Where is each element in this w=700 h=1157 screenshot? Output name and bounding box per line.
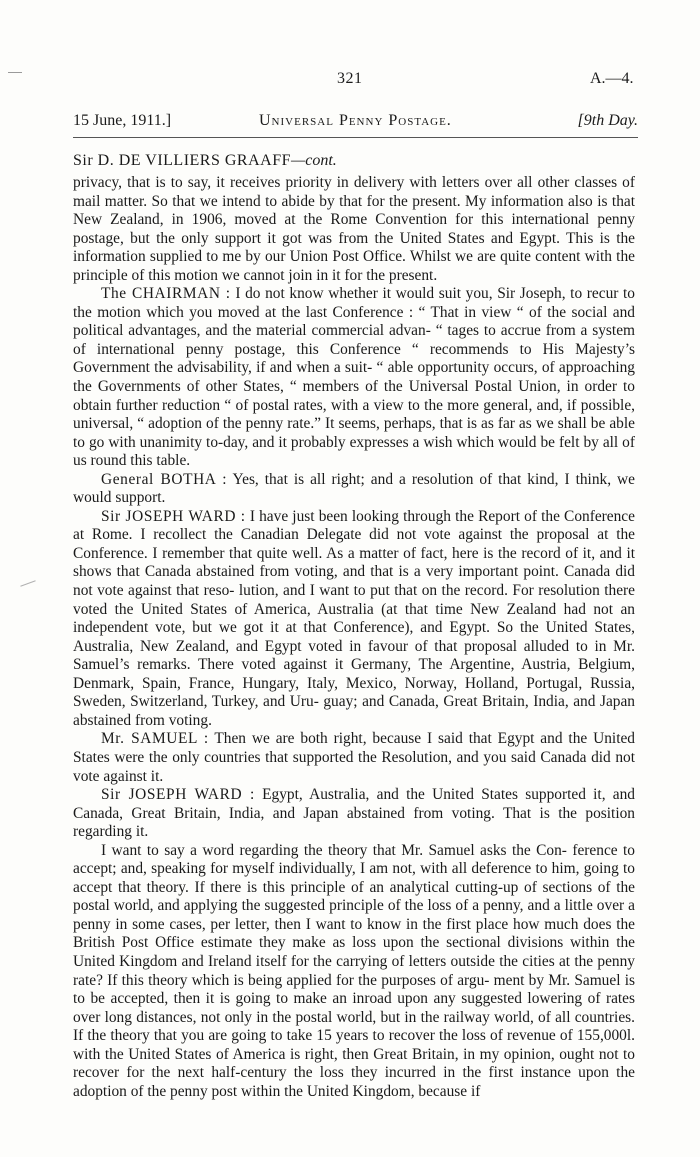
paragraph-speaker: The CHAIRMAN : (101, 285, 231, 303)
header-date: 15 June, 1911.] (73, 112, 172, 129)
speaker-name: Sir D. DE VILLIERS GRAAFF (73, 152, 291, 169)
running-header (73, 112, 638, 136)
paragraph-speaker: Sir JOSEPH WARD : (101, 786, 255, 804)
paragraph (73, 730, 635, 786)
paragraph (73, 471, 635, 508)
paragraph (73, 508, 635, 731)
document-reference: A.—4. (590, 70, 634, 87)
paragraph-text: I have just been looking through the Report of the Conference at Rome. I recollect the Canadian Delegate did not vote against the proposal at the Conference. I remember that quite well. As a matter of fact, here is the record of it, and it shows that Canada abstained from voting, and that is a very important point. Canada did not vote against that reso- lution, and I want to put that on the record. For resolution there voted the United States of America, Australia (at that time New Zealand had not an independent vote, but we got it at that Conference), and Egypt. So the United States, Australia, New Zealand, and Egypt voted in favour of that proposal alluded to in Mr. Samuel’s remarks. There voted against it Germany, The Argentine, Austria, Belgium, Denmark, Spain, France, Hungary, Italy, Mexico, Norway, Holland, Portugal, Russia, Sweden, Switzerland, Turkey, and Uru- guay; and Canada, Great Britain, India, and Japan abstained from voting. (73, 507, 635, 729)
paragraph-text: Yes, that is all right; and a resolution of that kind, I think, we would support. (73, 470, 635, 507)
margin-mark (8, 72, 22, 73)
margin-mark (20, 580, 35, 586)
paragraph (73, 786, 635, 842)
paragraph-speaker: Sir JOSEPH WARD : (101, 507, 246, 525)
paragraph-text: Then we are both right, because I said that Egypt and the United States were the only countries that supported the Resolution, and you said Canada did not vote against it. (73, 730, 635, 785)
page-number: 321 (337, 70, 363, 87)
paragraph-text: Egypt, Australia, and the United States supported it, and Canada, Great Britain, India, and Japan abstained from voting. That is the position regarding it. (73, 786, 635, 841)
paragraph-speaker: General BOTHA : (101, 470, 228, 488)
header-title: Universal Penny Postage. (259, 112, 452, 129)
paragraph (73, 174, 635, 285)
paragraph-speaker: Mr. SAMUEL : (101, 730, 209, 748)
paragraph-text: privacy, that is to say, it receives priority in delivery with letters over all other classes of mail matter. So that we intend to abide by that for the present. My information also is that New Zealand, in 1906, moved at the Rome Convention for this international penny postage, but the only support it got was from the United States and Egypt. This is the information supplied to me by our Union Post Office. Whilst we are quite content with the principle of this motion we cannot join in it for the present. (73, 174, 635, 284)
paragraph (73, 285, 635, 470)
continued-speaker-line (73, 152, 337, 170)
header-day: [9th Day. (577, 112, 638, 129)
header-rule (73, 137, 638, 138)
paragraph (73, 842, 635, 1102)
continued-marker: —cont. (291, 152, 337, 169)
paragraph-text: I do not know whether it would suit you, Sir Joseph, to recur to the motion which you moved at the last Conference : “ That in view “ of the social and political advantages, and the material commercial advan- “ tages to accrue from a system of international penny postage, this Conference “ recommends to His Majesty’s Government the advisability, if and when a suit- “ able opportunity occurs, of approaching the Governments of other States, “ members of the Universal Postal Union, in order to obtain further reduction “ of postal rates, with a view to the more general, and, if possible, universal, “ adoption of the penny rate.” It seems, perhaps, that is as far as we shall be able to go with unanimity to-day, and it probably expresses a wish which would be felt by all of us round this table. (73, 285, 635, 470)
paragraph-text: I want to say a word regarding the theory that Mr. Samuel asks the Con- ference to accept; and, speaking for myself individually, I am not, with all deference to him, going to accept that theory. If there is this principle of an analytical cutting-up of sections of the postal world, and applying the suggested principle of the loss of a penny, and a little over a penny in some cases, per letter, then I want to know in the first place how much does the British Post Office estimate they make as loss upon the sectional divisions within the United Kingdom and Ireland itself for the carrying of letters outside the cities at the penny rate? If this theory which is being applied for the purposes of argu- ment by Mr. Samuel is to be accepted, then it is going to make an inroad upon any suggested lowering of rates over long distances, not only in the postal world, but in the railway world, of all countries. If the theory that you are going to take 15 years to recover the loss of revenue of 155,000l. with the United States of America is right, then Great Britain, in my opinion, ought not to recover for the next half-century the loss they incurred in the first instance upon the adoption of the penny post within the United Kingdom, because if (73, 841, 635, 1100)
body-text (73, 174, 635, 1101)
